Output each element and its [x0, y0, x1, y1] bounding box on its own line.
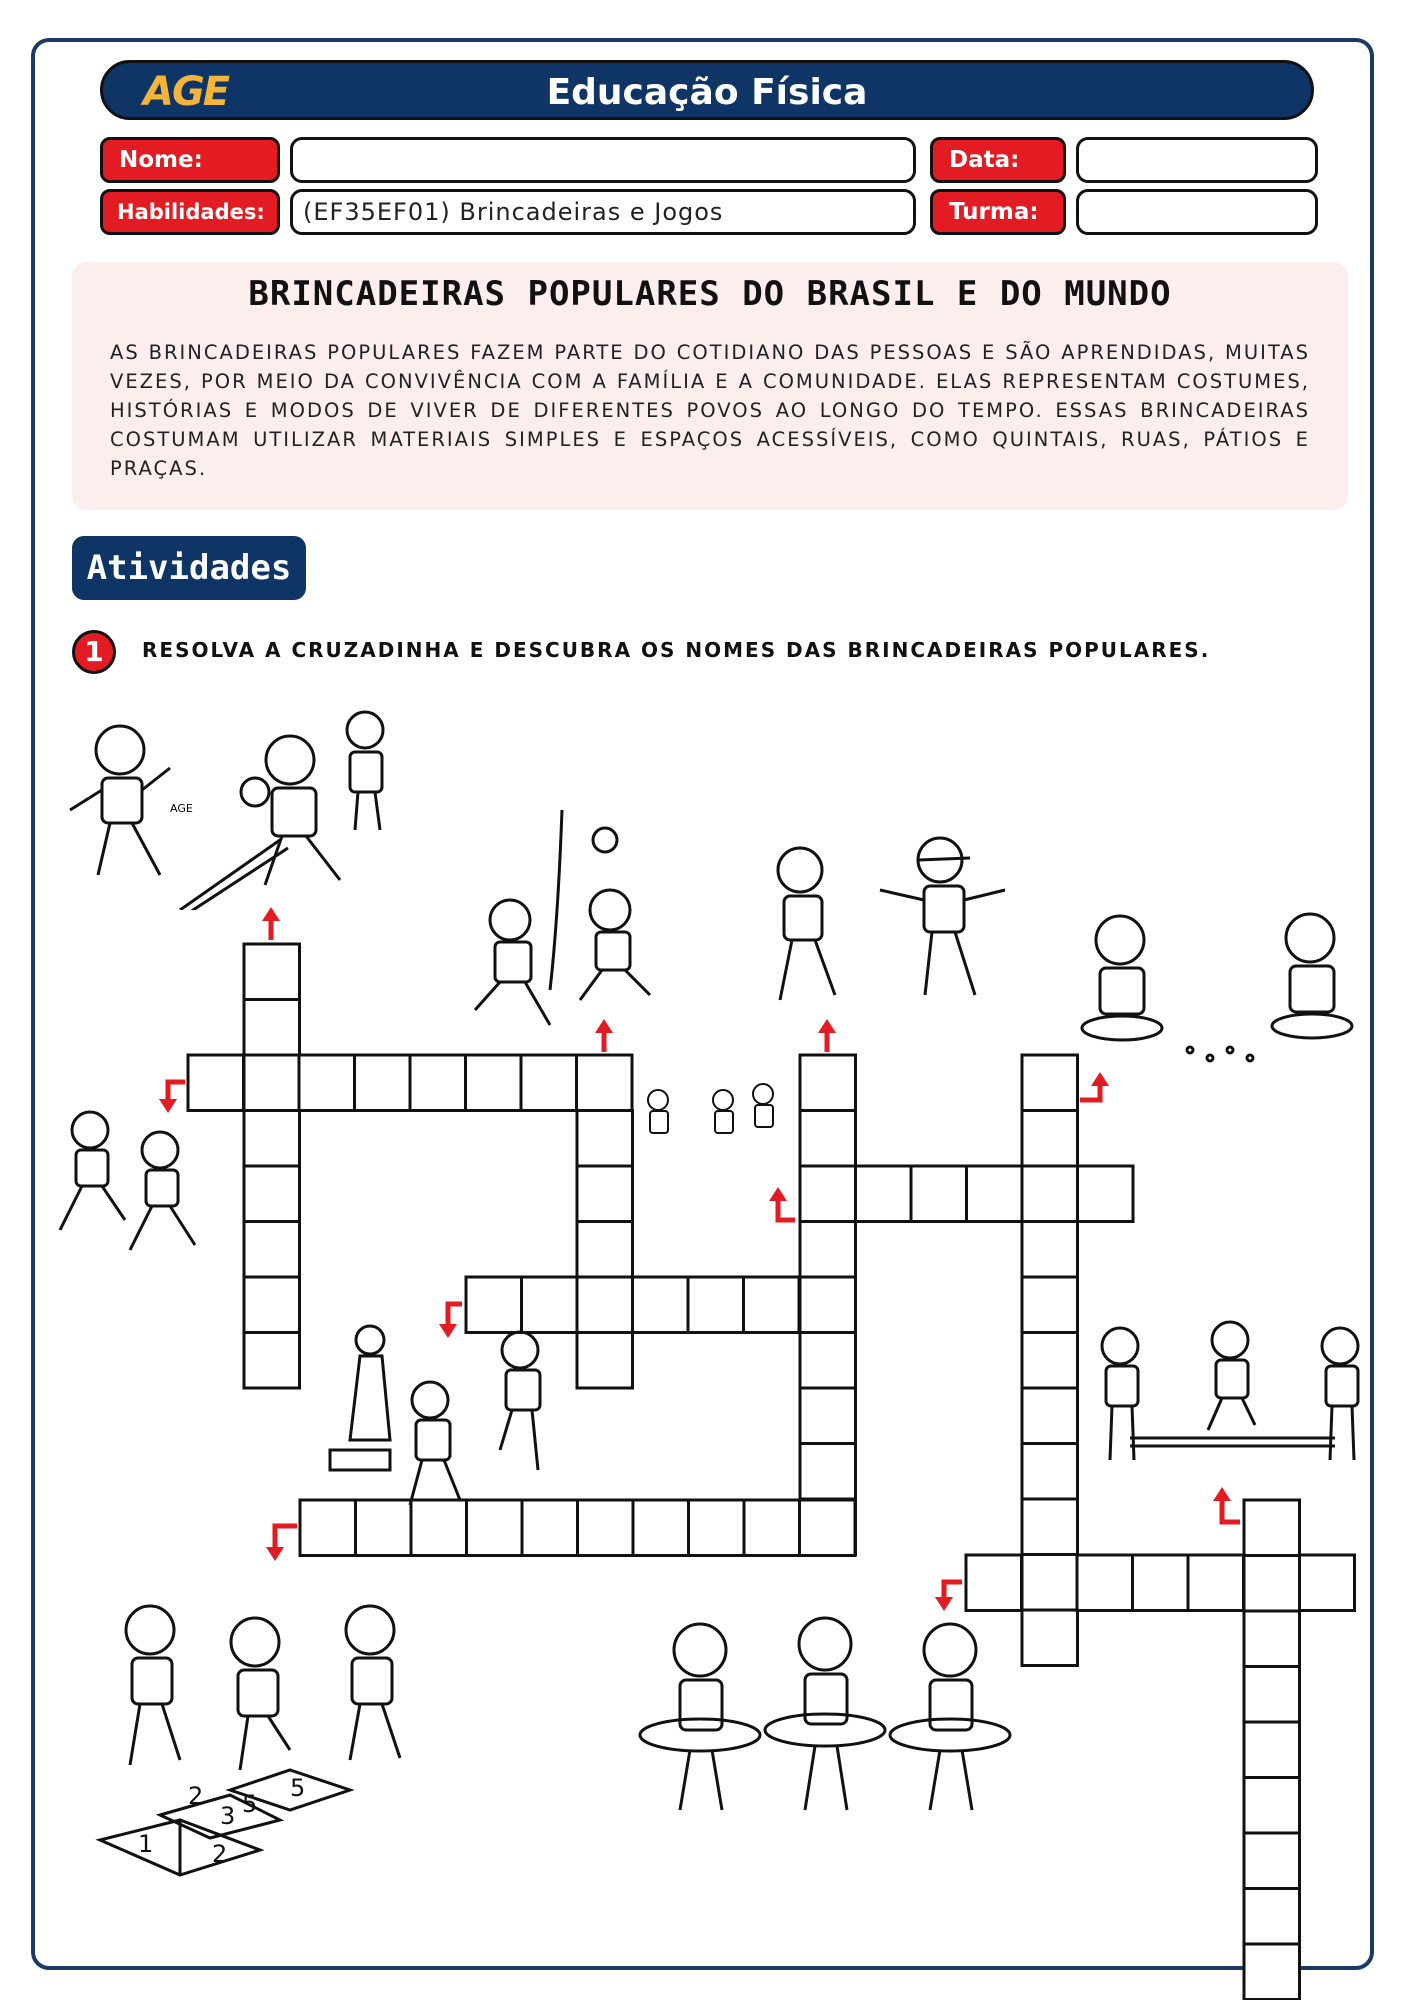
blindfold-game-illustration: [740, 830, 1020, 1030]
crossword-cell[interactable]: [1299, 1555, 1355, 1611]
crossword-cell[interactable]: [1133, 1555, 1189, 1611]
crossword-cell[interactable]: [800, 1444, 856, 1500]
crossword-cell[interactable]: [244, 1277, 300, 1333]
crossword-cell[interactable]: [578, 1500, 634, 1556]
crossword-cell[interactable]: [1022, 1333, 1078, 1389]
elastic-jump-illustration: [1090, 1320, 1380, 1490]
crossword-cell[interactable]: [1244, 1833, 1300, 1889]
crossword-cell[interactable]: [911, 1166, 967, 1222]
clue-arrow: [1080, 1085, 1100, 1100]
crossword-cell[interactable]: [1244, 1611, 1300, 1667]
crossword-cell[interactable]: [1244, 1778, 1300, 1834]
crossword-cell[interactable]: [1022, 1111, 1078, 1167]
crossword-cell[interactable]: [800, 1166, 856, 1222]
shirt-logo-text: AGE: [170, 802, 193, 815]
crossword-cell[interactable]: [1244, 1556, 1300, 1612]
hopscotch-number: 3: [220, 1802, 236, 1830]
clue-arrow: [168, 1082, 185, 1100]
hopscotch-number: 2: [188, 1782, 204, 1810]
dodgeball-children-illustration: [50, 700, 410, 910]
hopscotch-number: 5: [290, 1774, 306, 1802]
crossword-cell[interactable]: [1022, 1222, 1078, 1278]
name-label: Nome:: [100, 137, 280, 183]
crossword-cell[interactable]: [1022, 1277, 1078, 1333]
crossword-cell[interactable]: [577, 1333, 633, 1389]
date-label: Data:: [930, 137, 1066, 183]
hopscotch-number: 1: [138, 1830, 154, 1858]
tag-game-illustration: [30, 1100, 230, 1280]
crossword-cell[interactable]: [1077, 1555, 1133, 1611]
statue-game-illustration: [320, 1320, 580, 1520]
crossword-cell[interactable]: [1022, 1388, 1078, 1444]
crossword-cell[interactable]: [1022, 1166, 1078, 1222]
crossword-cell[interactable]: [244, 1222, 300, 1278]
crossword-cell[interactable]: [1244, 1722, 1300, 1778]
skills-label: Habilidades:: [100, 189, 280, 235]
crossword-cell[interactable]: [800, 1333, 856, 1389]
crossword-cell[interactable]: [1244, 1667, 1300, 1723]
clue-arrow-head: [935, 1597, 953, 1611]
crossword-cell[interactable]: [577, 1111, 633, 1167]
question-number: 1: [72, 630, 116, 674]
crossword-cell[interactable]: [633, 1500, 689, 1556]
crossword-cell[interactable]: [800, 1388, 856, 1444]
crossword-cell[interactable]: [577, 1277, 633, 1333]
crossword-cell[interactable]: [577, 1222, 633, 1278]
clue-arrow: [944, 1582, 962, 1598]
clue-arrow: [275, 1526, 297, 1548]
crossword-cell[interactable]: [800, 1222, 856, 1278]
crossword-cell[interactable]: [299, 1055, 355, 1111]
crossword-cell[interactable]: [744, 1277, 800, 1333]
hopscotch-number: 5: [242, 1790, 258, 1818]
crossword-cell[interactable]: [967, 1166, 1023, 1222]
crossword-cell[interactable]: [244, 1000, 300, 1056]
crossword-cell[interactable]: [800, 1111, 856, 1167]
page-title: Educação Física: [546, 72, 868, 113]
crossword-cell[interactable]: [244, 1166, 300, 1222]
instruction-text: RESOLVA A CRUZADINHA E DESCUBRA OS NOMES DAS BRINCADEIRAS POPULARES.: [142, 638, 1211, 662]
bouncing-ball-children-illustration: [450, 800, 710, 1040]
crossword-cell[interactable]: [1078, 1166, 1134, 1222]
crossword-cell[interactable]: [1244, 1500, 1300, 1556]
age-logo: AGE: [143, 69, 229, 115]
clue-arrow: [778, 1200, 795, 1220]
hopscotch-number: 2: [212, 1840, 228, 1868]
crossword-cell[interactable]: [800, 1055, 856, 1111]
crossword-cell[interactable]: [966, 1555, 1022, 1611]
crossword-cell[interactable]: [800, 1277, 856, 1333]
intro-title: BRINCADEIRAS POPULARES DO BRASIL E DO MUNDO: [248, 274, 1172, 314]
crossword-cell[interactable]: [800, 1500, 856, 1556]
skills-field: (EF35EF01) Brincadeiras e Jogos: [290, 189, 916, 235]
crossword-cell[interactable]: [577, 1055, 633, 1111]
crossword-cell[interactable]: [688, 1277, 744, 1333]
crossword-cell[interactable]: [689, 1500, 745, 1556]
crossword-cell[interactable]: [577, 1166, 633, 1222]
activities-tab: Atividades: [72, 536, 306, 600]
crossword-cell[interactable]: [633, 1277, 689, 1333]
crossword-cell[interactable]: [244, 1111, 300, 1167]
crossword-cell[interactable]: [521, 1055, 577, 1111]
crossword-cell[interactable]: [1022, 1610, 1078, 1666]
crossword-cell[interactable]: [1022, 1444, 1078, 1500]
clue-arrow-head: [1091, 1072, 1109, 1086]
crossword-cell[interactable]: [744, 1500, 800, 1556]
jacks-game-illustration: [1070, 900, 1370, 1070]
clue-arrow-head: [266, 1547, 284, 1561]
crossword-cell[interactable]: [244, 944, 300, 1000]
crossword-cell[interactable]: [244, 1055, 300, 1111]
intro-text: AS BRINCADEIRAS POPULARES FAZEM PARTE DO COTIDIANO DAS PESSOAS E SÃO APRENDIDAS, MUITAS VEZES, POR MEIO DA CONVIVÊNCIA COM A FAMÍLIA E A COMUNIDADE. ELAS REPRESENTAM COSTUMES, HISTÓRIAS E MODOS DE VIVER DE DIFERENTES POVOS AO LONGO DO TEMPO. ESSAS BRINCADEIRAS COSTUMAM UTILIZAR MATERIAIS SIMPLES E ESPAÇOS ACESSÍVEIS, COMO QUINTAIS, RUAS, PÁTIOS E PRAÇAS.: [110, 341, 1310, 480]
crossword-cell[interactable]: [1022, 1555, 1078, 1611]
class-label: Turma:: [930, 189, 1066, 235]
crossword-cell[interactable]: [1022, 1499, 1078, 1555]
clue-arrow: [1222, 1500, 1240, 1522]
crossword-cell[interactable]: [1188, 1555, 1244, 1611]
crossword-cell[interactable]: [410, 1055, 466, 1111]
crossword-cell[interactable]: [355, 1055, 411, 1111]
crossword-cell[interactable]: [1244, 1889, 1300, 1945]
crossword-cell[interactable]: [856, 1166, 912, 1222]
crossword-cell[interactable]: [466, 1055, 522, 1111]
small-ball-game-illustration: [628, 1080, 788, 1190]
crossword-cell[interactable]: [1244, 1944, 1300, 2000]
hula-hoop-illustration: [630, 1610, 1020, 1830]
hopscotch-illustration: [80, 1590, 430, 1880]
crossword-cell[interactable]: [244, 1333, 300, 1389]
